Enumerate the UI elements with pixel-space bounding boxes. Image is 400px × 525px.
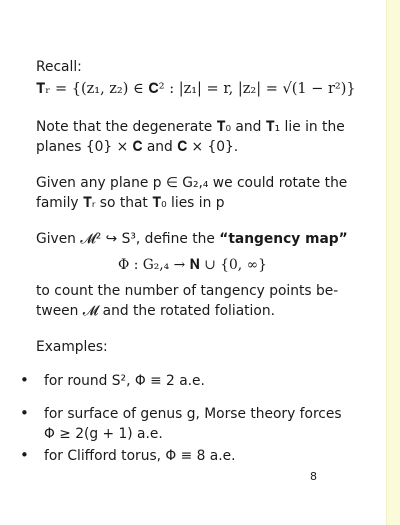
bullet-icon: • (20, 371, 29, 389)
tangency-prefix: Given 𝓜² ↪ S³, define the (36, 231, 220, 247)
example-genus-line-1: for surface of genus g, Morse theory forces (44, 406, 342, 422)
degenerate-text-line-1: Note that the degenerate 𝐓₀ and 𝐓₁ lie in the (36, 119, 345, 135)
example-round-sphere: for round S², Φ ≡ 2 a.e. (44, 373, 205, 389)
bullet-icon: • (20, 404, 29, 422)
rotate-text-line-1: Given any plane p ∈ G₂,₄ we could rotate the (36, 175, 348, 191)
degenerate-text-line-2: planes {0} × 𝐂 and 𝐂 × {0}. (36, 139, 239, 155)
tangency-text-line-3: tween 𝓜 and the rotated foliation. (36, 303, 275, 319)
page-edge-bar (386, 0, 400, 525)
examples-heading: Examples: (36, 339, 108, 355)
bullet-icon: • (20, 446, 29, 464)
torus-definition-formula: 𝐓ᵣ = {(z₁, z₂) ∈ 𝐂² : |z₁| = r, |z₂| = √(1 − r²)} (36, 81, 356, 97)
recall-heading: Recall: (36, 59, 82, 75)
page-number: 8 (310, 470, 317, 483)
example-genus-line-2: Φ ≥ 2(g + 1) a.e. (44, 426, 163, 442)
tangency-map-formula: Φ : G₂,₄ → 𝐍 ∪ {0, ∞} (118, 257, 267, 273)
example-clifford-torus: for Clifford torus, Φ ≡ 8 a.e. (44, 448, 236, 464)
rotate-text-line-2: family 𝐓ᵣ so that 𝐓₀ lies in p (36, 195, 225, 211)
tangency-definition-line (36, 230, 348, 249)
tangency-text-line-2: to count the number of tangency points be- (36, 283, 339, 299)
tangency-map-term: “tangency map” (219, 231, 348, 247)
